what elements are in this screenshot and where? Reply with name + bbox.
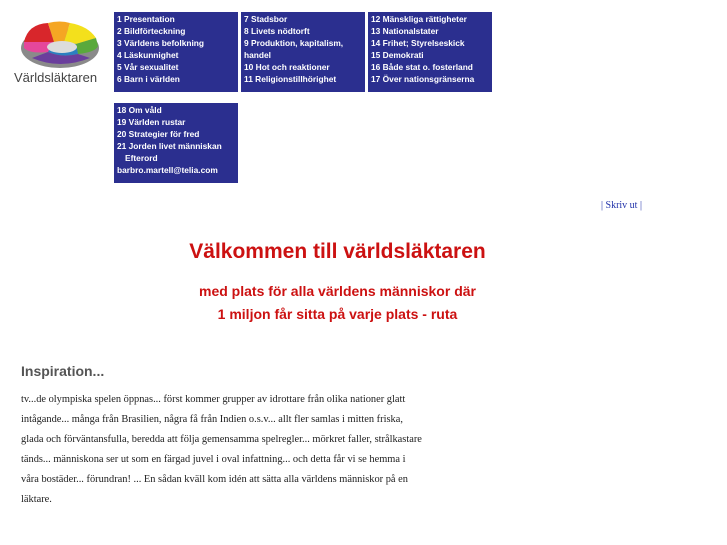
nav-link-demokrati[interactable]: 15 Demokrati	[371, 49, 424, 60]
nav-link-barn-i-varlden[interactable]: 6 Barn i världen	[117, 73, 180, 84]
nav-link-bildforteckning[interactable]: 2 Bildförteckning	[117, 25, 186, 36]
nav-menu-chapters-18-21	[114, 103, 238, 183]
nav-link-jorden-livet[interactable]: 21 Jorden livet människan	[117, 140, 222, 151]
nav-link-var-sexualitet[interactable]: 5 Vår sexualitet	[117, 61, 179, 72]
nav-link-frihet[interactable]: 14 Frihet; Styrelseskick	[371, 37, 465, 48]
paragraph-line: våra bostäder... förundran! ... En sådan kväll kom idén att sätta alla världens människor på en	[21, 474, 408, 485]
nav-link-laskunnighet[interactable]: 4 Läskunnighet	[117, 49, 179, 60]
page-subtitle-line-2: 1 miljon får sitta på varje plats - ruta	[217, 306, 458, 322]
nav-link-hot-och-reaktioner[interactable]: 10 Hot och reaktioner	[244, 61, 330, 72]
print-link-wrapper	[601, 200, 642, 211]
nav-link-nationalstater[interactable]: 13 Nationalstater	[371, 25, 439, 36]
page-title: Välkommen till världsläktaren	[189, 240, 486, 263]
paragraph-line: intågande... många från Brasilien, några få från Indien o.s.v... allt fler samlas i mitten friska,	[21, 414, 403, 425]
print-separator-right: |	[639, 200, 642, 211]
logo-text: Världsläktaren	[14, 70, 98, 85]
nav-link-religionstillhorighet[interactable]: 11 Religionstillhörighet	[244, 73, 337, 84]
nav-link-livets-nodtorft[interactable]: 8 Livets nödtorft	[244, 25, 310, 36]
page-subtitle-line-1: med plats för alla världens människor där	[199, 283, 476, 299]
nav-link-strategier-for-fred[interactable]: 20 Strategier för fred	[117, 128, 200, 139]
nav-link-produktion[interactable]: 9 Produktion, kapitalism,	[244, 37, 344, 48]
stadium-logo-icon	[18, 18, 102, 72]
site-logo[interactable]	[14, 18, 106, 92]
nav-menu-chapters-1-6	[114, 12, 238, 92]
paragraph-line: läktare.	[21, 494, 52, 505]
paragraph-line: tänds... människona ser ut som en färgad juvel i oval infattning... och detta får vi se hemma i	[21, 454, 406, 465]
paragraph-line: glada och förväntansfulla, beredda att följa gemensamma spelregler... mörkret faller, strålkastare	[21, 434, 422, 445]
nav-menu-chapters-12-17	[368, 12, 492, 92]
nav-link-stadsbor[interactable]: 7 Stadsbor	[244, 14, 288, 24]
nav-link-over-nationsgranserna[interactable]: 17 Över nationsgränserna	[371, 73, 475, 84]
nav-link-stat-fosterland[interactable]: 16 Både stat o. fosterland	[371, 61, 473, 72]
nav-menu-chapters-7-11	[241, 12, 365, 92]
nav-link-produktion-cont[interactable]: handel	[244, 49, 271, 60]
nav-link-manskliga-rattigheter[interactable]: 12 Mänskliga rättigheter	[371, 14, 467, 24]
print-link[interactable]: Skriv ut	[605, 200, 638, 211]
section-heading: Inspiration...	[21, 363, 105, 379]
nav-link-varldens-befolkning[interactable]: 3 Världens befolkning	[117, 37, 205, 48]
print-separator-left: |	[601, 200, 604, 211]
intro-paragraph	[21, 390, 451, 510]
nav-link-presentation[interactable]: 1 Presentation	[117, 14, 175, 24]
nav-link-efterord[interactable]: Efterord	[125, 152, 158, 163]
paragraph-line: tv...de olympiska spelen öppnas... först kommer grupper av idrottare från olika nationer glatt	[21, 394, 406, 405]
nav-link-om-vald[interactable]: 18 Om våld	[117, 105, 162, 115]
email-link[interactable]: barbro.martell@telia.com	[117, 164, 218, 175]
nav-link-varlden-rustar[interactable]: 19 Världen rustar	[117, 116, 186, 127]
